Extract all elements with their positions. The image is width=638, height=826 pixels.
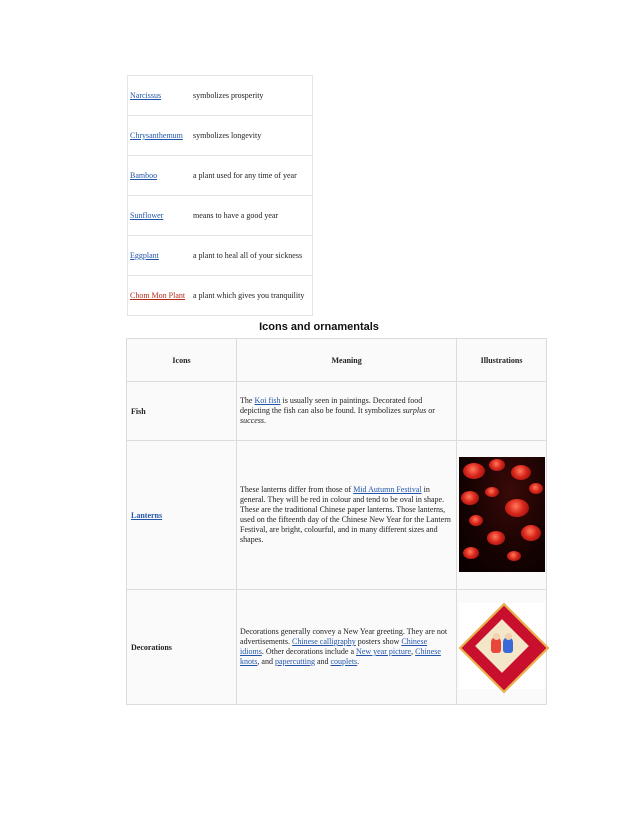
- fish-illustration: [457, 382, 547, 441]
- chinese-knots-link[interactable]: Chinese knots: [240, 647, 441, 666]
- plant-row: [128, 116, 313, 156]
- plant-link[interactable]: Bamboo: [130, 171, 158, 180]
- plant-row: [128, 236, 313, 276]
- plant-row: [128, 276, 313, 316]
- plant-name-cell: [128, 236, 192, 276]
- row-lanterns: [127, 441, 547, 590]
- decorations-illustration: [457, 590, 547, 705]
- plant-meaning: a plant to heal all of your sickness: [191, 236, 313, 276]
- deco-text-5: , and: [257, 657, 275, 666]
- papercutting-link[interactable]: papercutting: [274, 657, 315, 666]
- plant-meaning: a plant which gives you tranquility: [191, 276, 313, 316]
- plants-table: [127, 75, 313, 316]
- lanterns-illustration: [457, 441, 547, 590]
- plant-row: [128, 76, 313, 116]
- fish-text-2: is usually seen in paintings. Decorated food depicting the fish can also be found. It symbolizes: [240, 396, 423, 415]
- lanterns-text-2: in general. They will be red in colour and tend to be oval in shape. These are the traditional Chinese paper lanterns. Those lanterns, used on the fifteenth day of the Chinese New Year for the Lantern Festival, are bright, colourful, and in many different sizes and shapes.: [240, 485, 451, 544]
- plant-link[interactable]: Eggplant: [130, 251, 159, 260]
- fish-text-3: or: [426, 406, 435, 415]
- plant-name-cell: [128, 276, 192, 316]
- fish-text-4: .: [264, 416, 267, 425]
- chinese-idioms-link[interactable]: Chinese idioms: [240, 637, 428, 656]
- koi-fish-link[interactable]: Koi fish: [254, 396, 281, 405]
- header-illustrations: Illustrations: [457, 339, 547, 382]
- lanterns-text-1: These lanterns differ from those of: [240, 485, 354, 494]
- fish-meaning: [237, 382, 457, 441]
- fish-em-success: success: [240, 416, 265, 425]
- icons-table: [126, 338, 547, 705]
- plant-name-cell: [128, 156, 192, 196]
- decorations-meaning: [237, 590, 457, 705]
- decoration-image: [459, 603, 545, 689]
- lanterns-name: [127, 441, 237, 590]
- plant-link[interactable]: Chom Mon Plant: [130, 291, 186, 300]
- lanterns-image: [459, 457, 545, 572]
- plant-name-cell: [128, 196, 192, 236]
- plant-link[interactable]: Sunflower: [130, 211, 164, 220]
- fish-text-1: The: [240, 396, 255, 405]
- lanterns-link[interactable]: Lanterns: [131, 510, 163, 520]
- header-meaning: Meaning: [237, 339, 457, 382]
- icons-header-row: [127, 339, 547, 382]
- plant-meaning: symbolizes prosperity: [191, 76, 313, 116]
- header-icons: Icons: [127, 339, 237, 382]
- new-year-picture-link[interactable]: New year picture: [356, 647, 412, 656]
- fish-em-surplus: surplus: [402, 406, 427, 415]
- fish-name: Fish: [127, 382, 237, 441]
- plant-meaning: symbolizes longevity: [191, 116, 313, 156]
- section-title: Icons and ornamentals: [259, 321, 379, 333]
- plant-link[interactable]: Narcissus: [130, 91, 162, 100]
- plant-name-cell: [128, 116, 192, 156]
- plant-link[interactable]: Chrysanthemum: [130, 131, 183, 140]
- chinese-calligraphy-link[interactable]: Chinese calligraphy: [292, 637, 356, 646]
- plant-name-cell: [128, 76, 192, 116]
- deco-text-4: ,: [411, 647, 416, 656]
- plant-row: [128, 196, 313, 236]
- deco-text-7: .: [357, 657, 360, 666]
- mid-autumn-festival-link[interactable]: Mid Autumn Festival: [353, 485, 422, 494]
- plant-row: [128, 156, 313, 196]
- lanterns-meaning: [237, 441, 457, 590]
- decorations-name: Decorations: [127, 590, 237, 705]
- deco-text-2: posters show: [355, 637, 402, 646]
- couplets-link[interactable]: couplets: [330, 657, 358, 666]
- deco-text-3: . Other decorations include a: [261, 647, 357, 656]
- row-fish: [127, 382, 547, 441]
- deco-text-1: Decorations generally convey a New Year greeting. They are not advertisements.: [240, 627, 448, 646]
- plant-meaning: a plant used for any time of year: [191, 156, 313, 196]
- plant-meaning: means to have a good year: [191, 196, 313, 236]
- row-decorations: [127, 590, 547, 705]
- deco-text-6: and: [314, 657, 331, 666]
